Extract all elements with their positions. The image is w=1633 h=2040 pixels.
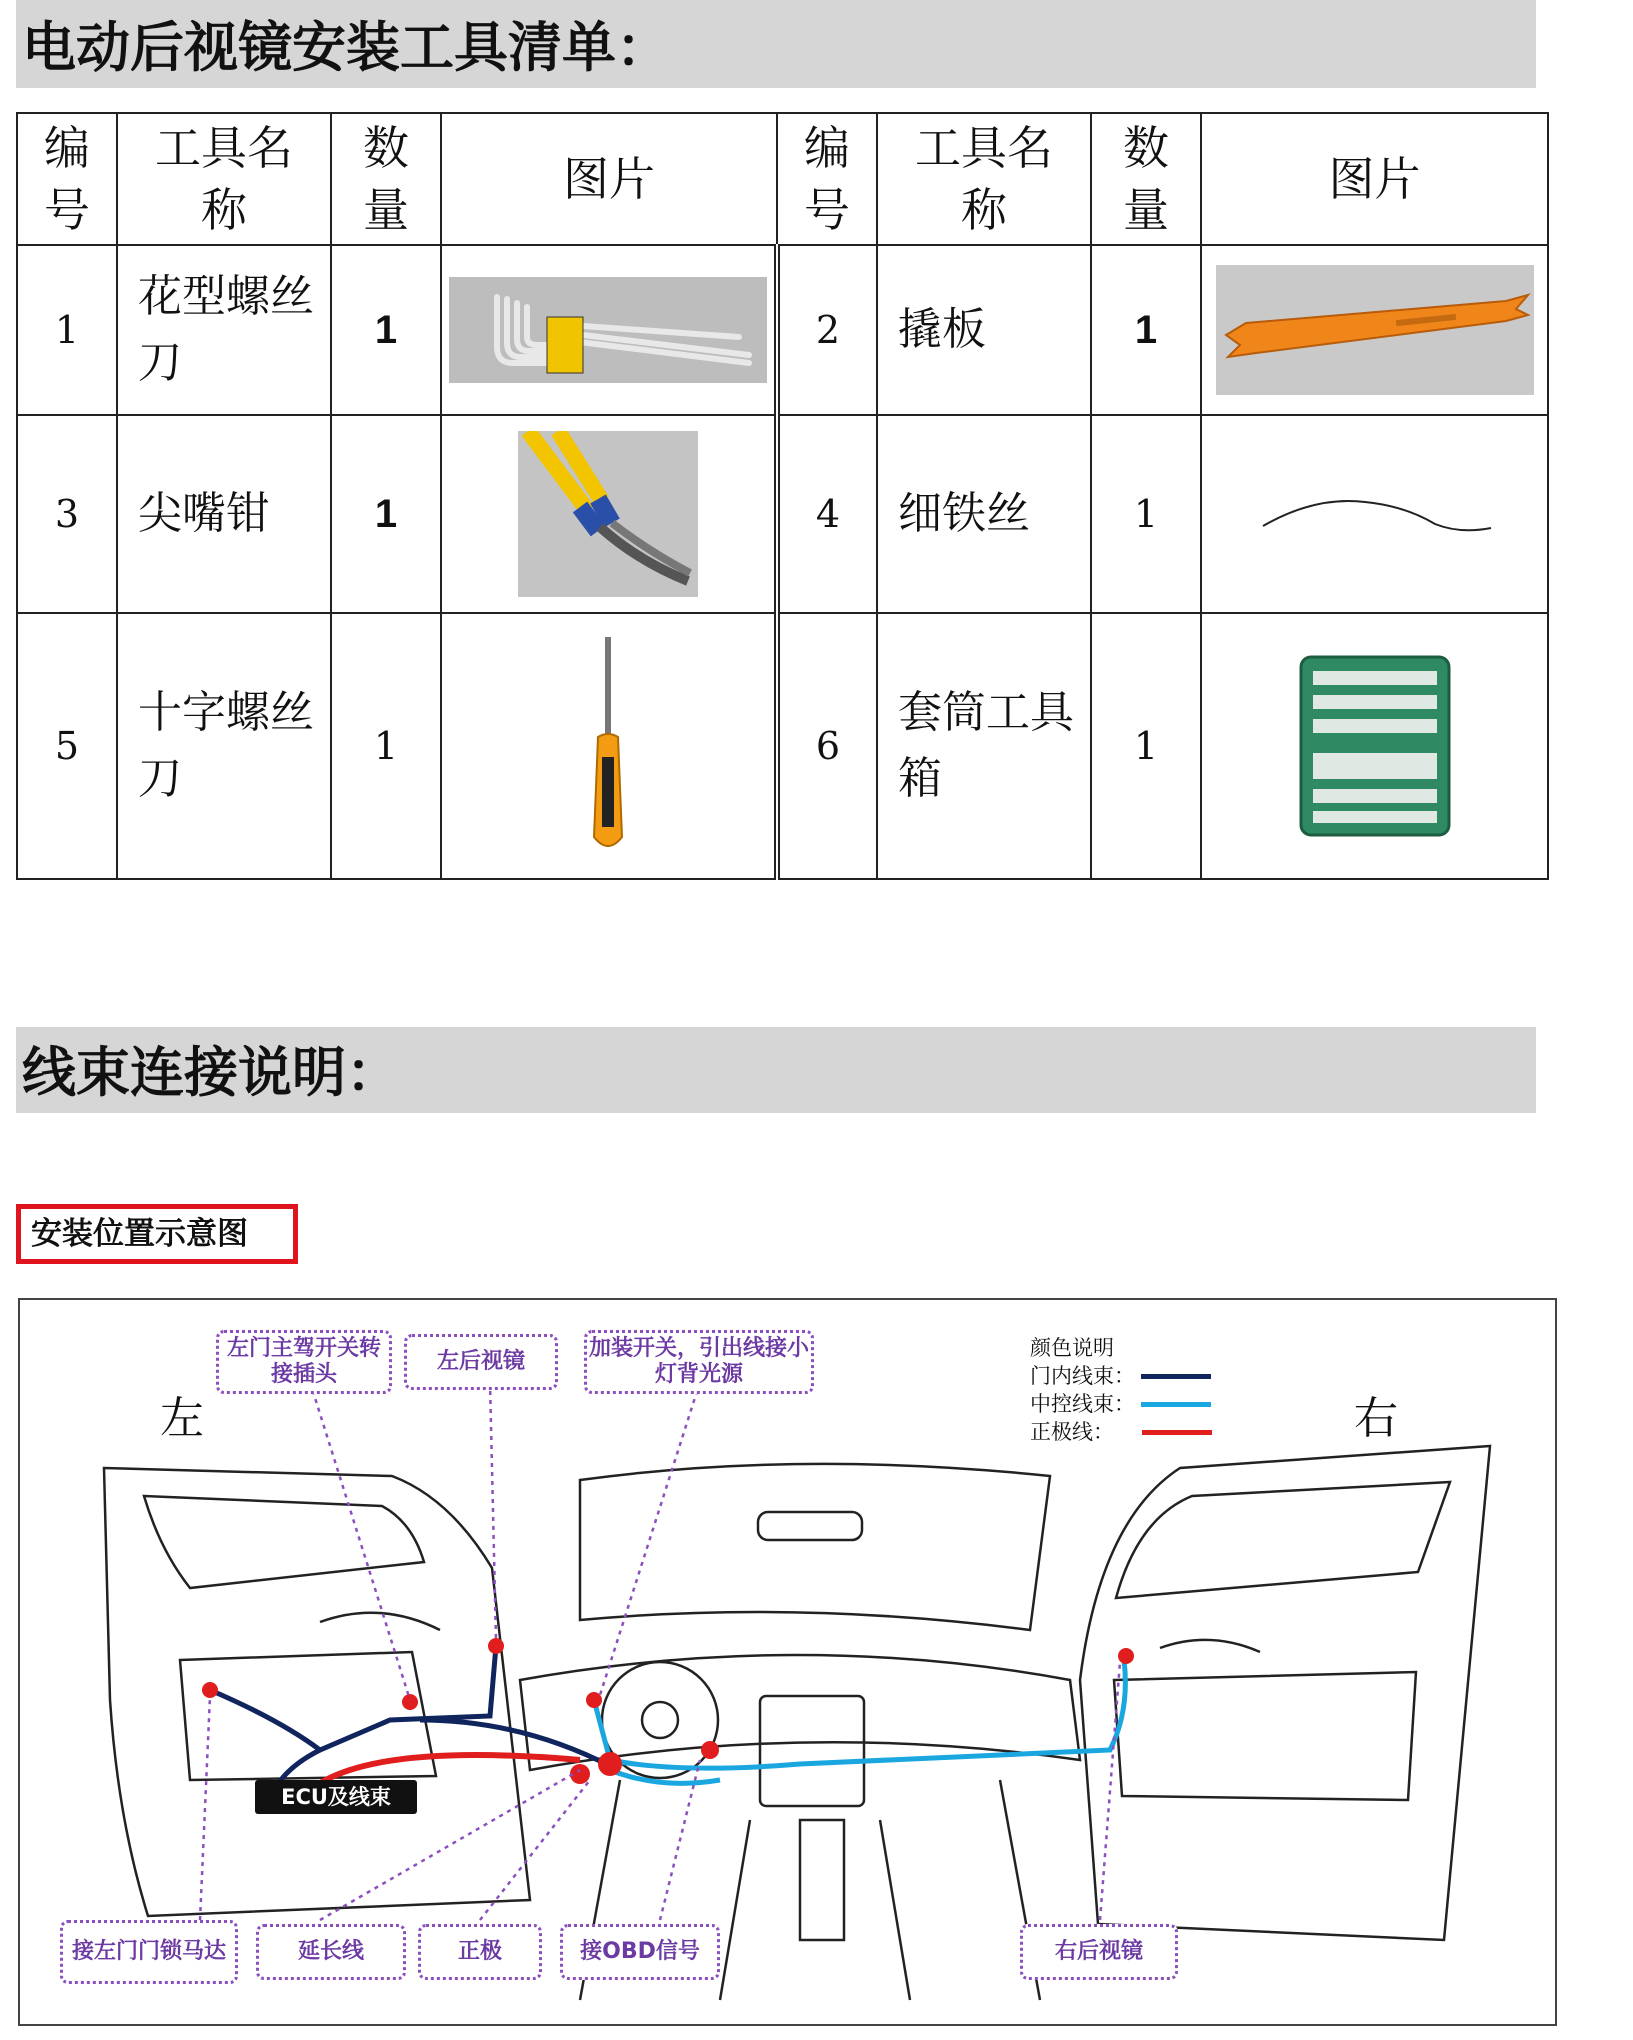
header-num: 编 号 — [777, 113, 877, 245]
tool-name: 尖嘴钳 — [117, 415, 331, 613]
legend-item: 中控线束： — [1030, 1390, 1212, 1418]
tool-qty: 1 — [1091, 613, 1201, 879]
tool-qty: 1 — [331, 245, 441, 415]
header-num: 编 号 — [17, 113, 117, 245]
tool-picture — [441, 613, 777, 879]
navy-line-swatch — [1141, 1374, 1211, 1379]
table-row — [17, 613, 1548, 879]
header-pic: 图片 — [441, 113, 777, 245]
tool-picture — [1201, 415, 1548, 613]
socket-toolbox-icon — [1299, 655, 1451, 837]
legend-title: 颜色说明 — [1030, 1336, 1114, 1360]
tool-qty: 1 — [1091, 415, 1201, 613]
tool-name: 撬板 — [877, 245, 1091, 415]
callout-obd-signal: 接OBD信号 — [560, 1924, 720, 1980]
callout-left-mirror: 左后视镜 — [404, 1334, 558, 1390]
tool-num: 5 — [17, 613, 117, 879]
callout-right-mirror: 右后视镜 — [1020, 1924, 1178, 1980]
tool-num: 2 — [777, 245, 877, 415]
blue-line-swatch — [1141, 1402, 1211, 1407]
section-title-band — [16, 1027, 1536, 1113]
table-row — [17, 415, 1548, 613]
tool-picture — [1201, 613, 1548, 879]
tool-picture — [441, 245, 777, 415]
tool-list-title: 电动后视镜安装工具清单： — [22, 16, 670, 79]
table-header-row — [17, 113, 1548, 245]
needle-nose-pliers-icon — [518, 431, 698, 597]
tool-picture — [441, 415, 777, 613]
left-side-label: 左 — [160, 1393, 204, 1444]
right-side-label: 右 — [1354, 1393, 1398, 1444]
car-interior-illustration — [20, 1300, 1555, 2024]
tool-num: 4 — [777, 415, 877, 613]
red-line-swatch — [1142, 1430, 1212, 1435]
legend-item: 正极线： — [1030, 1418, 1212, 1446]
phillips-screwdriver-icon — [578, 637, 638, 855]
tool-qty: 1 — [1091, 245, 1201, 415]
thin-wire-icon — [1255, 484, 1495, 544]
header-name: 工具名 称 — [877, 113, 1091, 245]
pry-bar-icon — [1216, 265, 1534, 395]
tool-name: 十字螺丝刀 — [117, 613, 331, 879]
callout-positive: 正极 — [418, 1924, 542, 1980]
tool-num: 1 — [17, 245, 117, 415]
torx-key-set-icon — [449, 277, 767, 383]
tool-qty: 1 — [331, 613, 441, 879]
tool-qty: 1 — [331, 415, 441, 613]
harness-title: 线束连接说明： — [22, 1041, 400, 1104]
ecu-label: ECU及线束 — [255, 1780, 417, 1814]
color-legend — [1030, 1334, 1212, 1446]
header-pic: 图片 — [1201, 113, 1548, 245]
diagram-tag: 安装位置示意图 — [16, 1204, 298, 1264]
header-qty: 数 量 — [1091, 113, 1201, 245]
tool-name: 细铁丝 — [877, 415, 1091, 613]
callout-add-switch-backlight: 加装开关，引出线接小灯背光源 — [584, 1330, 814, 1394]
tool-name: 套筒工具箱 — [877, 613, 1091, 879]
callout-extension-cable: 延长线 — [256, 1924, 406, 1980]
section-title-band — [16, 0, 1536, 88]
tool-list-table — [16, 112, 1549, 880]
install-diagram — [18, 1298, 1557, 2026]
legend-item: 门内线束： — [1030, 1362, 1212, 1390]
tool-picture — [1201, 245, 1548, 415]
tool-num: 3 — [17, 415, 117, 613]
callout-door-lock-motor: 接左门门锁马达 — [60, 1920, 238, 1984]
header-qty: 数 量 — [331, 113, 441, 245]
table-row — [17, 245, 1548, 415]
header-name: 工具名 称 — [117, 113, 331, 245]
tool-name: 花型螺丝刀 — [117, 245, 331, 415]
callout-driver-switch-connector: 左门主驾开关转接插头 — [216, 1330, 392, 1394]
tool-num: 6 — [777, 613, 877, 879]
